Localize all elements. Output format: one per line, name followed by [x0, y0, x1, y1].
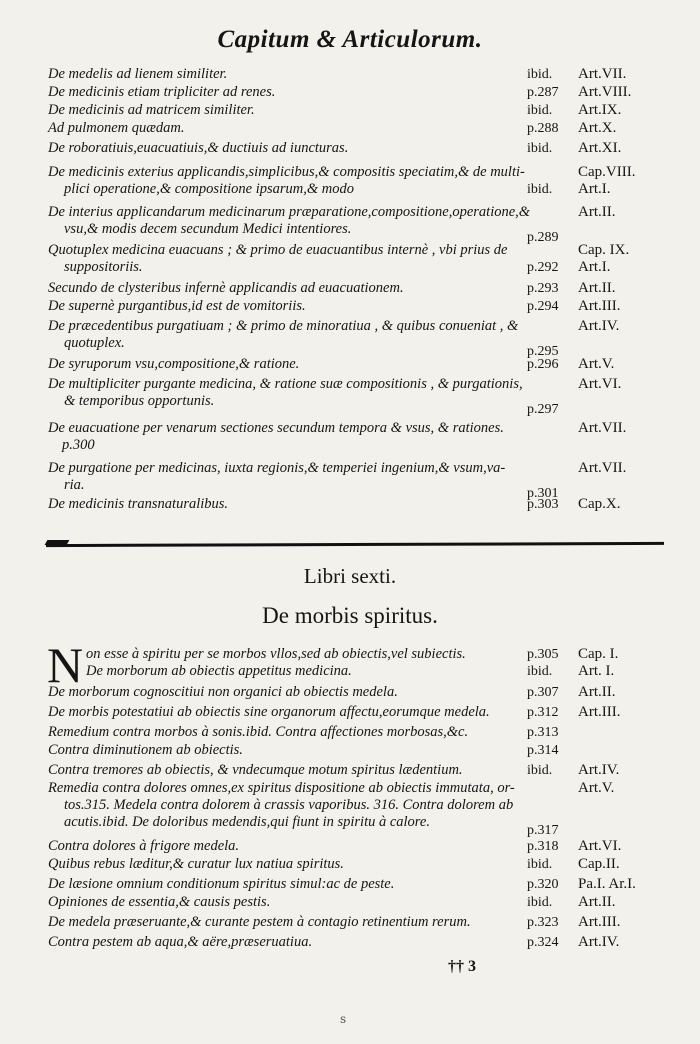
article-reference: Pa.I. Ar.I.	[578, 876, 636, 892]
article-reference: Art.VIII.	[578, 84, 632, 100]
article-reference: Cap.II.	[578, 856, 620, 872]
entry-text-line: De læsione omnium conditionum spiritus simul:ac de peste.	[48, 876, 395, 892]
entry-text-line: Opiniones de essentia,& causis pestis.	[48, 894, 271, 910]
article-reference: Art.I.	[578, 259, 611, 275]
article-reference: Art.II.	[578, 204, 616, 220]
entry-text-line: Quotuplex medicina euacuans ; & primo de euacuantibus internè , vbi prius de	[48, 242, 508, 258]
page-number: p.294	[527, 299, 559, 314]
entry-text-line: De medela præseruante,& curante pestem à contagio retinentium rerum.	[48, 914, 471, 930]
entry-text-line: De euacuatione per venarum sectiones secundum tempora & vsus, & rationes.	[48, 420, 504, 436]
article-reference: Art.VII.	[578, 460, 627, 476]
entry-text-line: suppositoriis.	[64, 259, 143, 275]
article-reference: Art.VI.	[578, 376, 622, 392]
page-number: p.307	[527, 685, 559, 700]
page-number: p.301	[527, 486, 559, 501]
page-number: p.305	[527, 647, 559, 662]
entry-text-line: De morborum ab obiectis appetitus medicina.	[86, 663, 352, 679]
entry-text-line: De medicinis transnaturalibus.	[48, 496, 229, 512]
entry-text-line: De morbis potestatiui ab obiectis sine organorum affectu,eorumque medela.	[48, 704, 490, 720]
article-reference: Art.V.	[578, 356, 615, 372]
entry-text-line: De interius applicandarum medicinarum præparatione,compositione,operatione,&	[48, 204, 531, 220]
page-number: p.313	[527, 725, 559, 740]
entry-text-line: Secundo de clysteribus infernè applicandis ad euacuationem.	[48, 280, 404, 296]
page-number: ibid.	[527, 857, 553, 872]
entry-text-line: tos.315. Medela contra dolorem à crassis vaporibus. 316. Contra dolorem ab	[64, 797, 514, 813]
page-number: p.320	[527, 877, 559, 892]
entry-text-line: De roboratiuis,euacuatiuis,& ductiuis ad iuncturas.	[48, 140, 349, 156]
page-number: p.293	[527, 281, 559, 296]
entry-text-line: Ad pulmonem quædam.	[48, 120, 185, 136]
entry-text-line: De syruporum vsu,compositione,& ratione.	[48, 356, 300, 372]
page-number: p.289	[527, 230, 559, 245]
entry-text-line: De medicinis exterius applicandis,simplicibus,& compositis speciatim,& de multi-	[48, 164, 525, 180]
entry-text-line: De supernè purgantibus,id est de vomitoriis.	[48, 298, 306, 314]
page-number: ibid.	[527, 103, 553, 118]
article-reference: Art.XI.	[578, 140, 622, 156]
page-number: p.312	[527, 705, 559, 720]
article-reference: Cap.VIII.	[578, 164, 636, 180]
article-reference: Art. I.	[578, 663, 615, 679]
article-reference: Art.V.	[578, 780, 615, 796]
entry-text-line: quotuplex.	[64, 335, 125, 351]
entry-text-line: p.300	[62, 437, 95, 453]
page-number: ibid.	[527, 763, 553, 778]
entry-text-line: Contra diminutionem ab obiectis.	[48, 742, 243, 758]
article-reference: Art.IV.	[578, 934, 620, 950]
article-reference: Art.III.	[578, 298, 621, 314]
entry-text-line: Contra pestem ab aqua,& aëre,præseruatiua.	[48, 934, 313, 950]
article-reference: Cap. IX.	[578, 242, 630, 258]
entry-text-line: De morborum cognoscitiui non organici ab obiectis medela.	[48, 684, 398, 700]
entry-text-line: Contra tremores ab obiectis, & vndecumque motum spiritus lædentium.	[48, 762, 463, 778]
page-number: ibid.	[527, 67, 553, 82]
article-reference: Cap. I.	[578, 646, 619, 662]
book-subheading: De morbis spiritus.	[262, 603, 438, 628]
entry-text-line: Quibus rebus læditur,& curatur lux natiua spiritus.	[48, 856, 344, 872]
entry-text-line: De purgatione per medicinas, iuxta regionis,& temperiei ingenium,& vsum,va-	[48, 460, 506, 476]
page-number: p.297	[527, 402, 559, 417]
entry-text-line: vsu,& modis decem secundum Medici intentiores.	[64, 221, 352, 237]
page-number: ibid.	[527, 141, 553, 156]
article-reference: Art.VII.	[578, 66, 627, 82]
entry-text-line: on esse à spiritu per se morbos vllos,sed ab obiectis,vel subiectis.	[86, 646, 466, 662]
entry-text-line: Remedia contra dolores omnes,ex spiritus dispositione ab obiectis immutata, or-	[48, 780, 515, 796]
article-reference: Art.X.	[578, 120, 617, 136]
page-title: Capitum & Articulorum.	[217, 26, 483, 53]
entry-text-line: De medicinis etiam tripliciter ad renes.	[48, 84, 276, 100]
article-reference: Art.II.	[578, 684, 616, 700]
entry-text-line: De medelis ad lienem similiter.	[48, 66, 228, 82]
article-reference: Art.VI.	[578, 838, 622, 854]
page-number: p.317	[527, 823, 559, 838]
entry-text-line: Remedium contra morbos à sonis.ibid. Contra affectiones morbosas,&c.	[48, 724, 469, 740]
page-number: p.324	[527, 935, 559, 950]
article-reference: Art.II.	[578, 894, 616, 910]
page-number: p.295	[527, 344, 559, 359]
catchword: †† 3	[448, 958, 476, 975]
book-heading: Libri sexti.	[303, 564, 397, 588]
section-divider	[46, 542, 664, 547]
entry-text-line: acutis.ibid. De doloribus medendis,qui fiunt in spiritu à calore.	[64, 814, 430, 830]
page-number: ibid.	[527, 182, 553, 197]
drop-cap: N	[47, 637, 84, 693]
page-number: p.287	[527, 85, 559, 100]
article-reference: Art.VII.	[578, 420, 627, 436]
entry-text-line: De medicinis ad matricem similiter.	[48, 102, 255, 118]
page-number: p.323	[527, 915, 559, 930]
page-number: ibid.	[527, 664, 553, 679]
page-number: p.318	[527, 839, 559, 854]
article-reference: Cap.X.	[578, 496, 621, 512]
article-reference: Art.I.	[578, 181, 611, 197]
page-number: p.296	[527, 357, 559, 372]
article-reference: Art.II.	[578, 280, 616, 296]
entry-text-line: ria.	[64, 477, 85, 493]
entry-text-line: De multipliciter purgante medicina, & ratione suæ compositionis , & purgationis,	[48, 376, 523, 392]
page-number: p.288	[527, 121, 559, 136]
article-reference: Art.IX.	[578, 102, 622, 118]
footer-mark: s	[340, 1012, 347, 1026]
page-number: p.292	[527, 260, 559, 275]
article-reference: Art.III.	[578, 914, 621, 930]
entry-text-line: plici operatione,& compositione ipsarum,& modo	[64, 181, 354, 197]
article-reference: Art.III.	[578, 704, 621, 720]
article-reference: Art.IV.	[578, 318, 620, 334]
entry-text-line: Contra dolores à frigore medela.	[48, 838, 240, 854]
entry-text-line: De præcedentibus purgatiuam ; & primo de minoratiua , & quibus conueniat , &	[48, 318, 519, 334]
page-number: p.314	[527, 743, 559, 758]
page-number: ibid.	[527, 895, 553, 910]
entry-text-line: & temporibus opportunis.	[64, 393, 215, 409]
article-reference: Art.IV.	[578, 762, 620, 778]
page-number: p.303	[527, 497, 559, 512]
